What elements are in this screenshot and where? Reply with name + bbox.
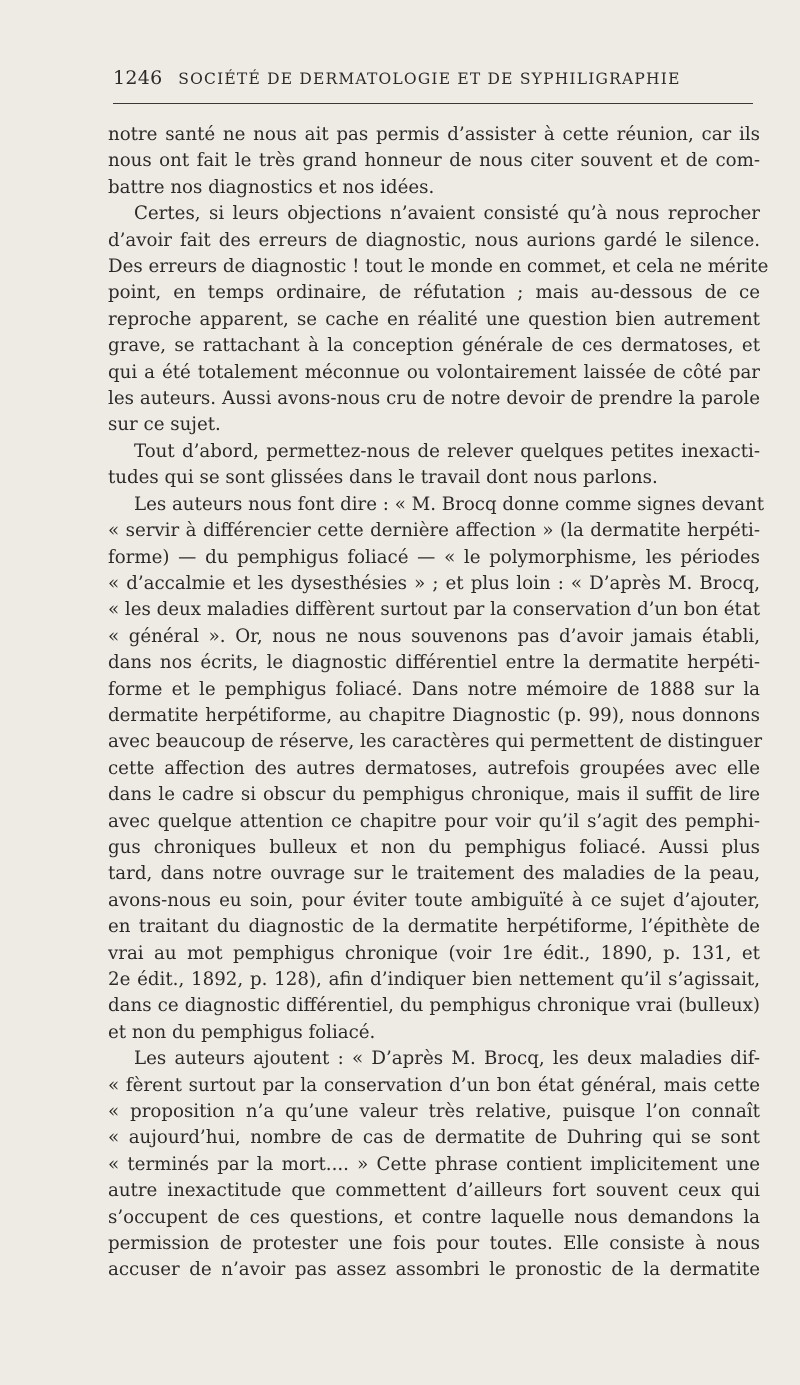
header-rule — [113, 103, 753, 104]
text-line: « d’accalmie et les dysesthésies » ; et plus loin : « D’après M. Brocq, — [108, 572, 760, 594]
text-line: dans le cadre si obscur du pemphigus chronique, mais il suffit de lire — [108, 784, 760, 806]
text-line: sur ce sujet. — [108, 414, 221, 436]
text-line: autre inexactitude que commettent d’ailleurs fort souvent ceux qui — [108, 1180, 760, 1202]
text-line: cette affection des autres dermatoses, autrefois groupées avec elle — [108, 757, 760, 779]
text-line: dans ce diagnostic différentiel, du pemphigus chronique vrai (bulleux) — [108, 995, 760, 1017]
text-line: « servir à différencier cette dernière affection » (la dermatite herpéti- — [108, 520, 760, 542]
text-line: dermatite herpétiforme, au chapitre Diagnostic (p. 99), nous donnons — [108, 704, 760, 726]
text-line: « aujourd’hui, nombre de cas de dermatite de Duhring qui se sont — [108, 1127, 760, 1149]
text-line: permission de protester une fois pour toutes. Elle consiste à nous — [108, 1233, 760, 1255]
text-line: notre santé ne nous ait pas permis d’assister à cette réunion, car ils — [108, 124, 760, 145]
text-line: qui a été totalement méconnue ou volontairement laissée de côté par — [108, 361, 760, 383]
text-line: les auteurs. Aussi avons-nous cru de notre devoir de prendre la parole — [108, 388, 760, 410]
text-line: « proposition n’a qu’une valeur très relative, puisque l’on connaît — [108, 1101, 760, 1123]
text-line: « général ». Or, nous ne nous souvenons pas d’avoir jamais établi, — [108, 625, 760, 647]
body-text — [108, 122, 769, 1284]
text-line: 2e édit., 1892, p. 128), afin d’indiquer bien nettement qu’il s’agissait, — [108, 969, 760, 990]
text-line: point, en temps ordinaire, de réfutation ; mais au-dessous de ce — [108, 282, 760, 304]
text-line: accuser de n’avoir pas assez assombri le pronostic de la dermatite — [108, 1259, 760, 1281]
text-line: battre nos diagnostics et nos idées. — [108, 176, 435, 198]
text-line: dans nos écrits, le diagnostic différentiel entre la dermatite herpéti- — [108, 652, 760, 674]
text-line: Certes, si leurs objections n’avaient consisté qu’à nous reprocher — [134, 203, 760, 225]
text-line: Tout d’abord, permettez-nous de relever quelques petites inexacti- — [134, 440, 760, 462]
text-line: Les auteurs ajoutent : « D’après M. Brocq, les deux maladies dif- — [134, 1048, 760, 1070]
text-line: avons-nous eu soin, pour éviter toute ambiguïté à ce sujet d’ajouter, — [108, 889, 760, 911]
running-header — [113, 67, 753, 89]
text-line: « terminés par la mort.... » Cette phrase contient implicitement une — [108, 1153, 760, 1175]
text-line: grave, se rattachant à la conception générale de ces dermatoses, et — [108, 335, 760, 357]
text-line: tudes qui se sont glissées dans le travail dont nous parlons. — [108, 467, 658, 489]
text-line: d’avoir fait des erreurs de diagnostic, nous aurions gardé le silence. — [108, 229, 760, 251]
text-line: gus chroniques bulleux et non du pemphigus foliacé. Aussi plus — [108, 836, 760, 858]
text-line: forme et le pemphigus foliacé. Dans notre mémoire de 1888 sur la — [108, 678, 760, 700]
text-line: reproche apparent, se cache en réalité une question bien autrement — [108, 308, 760, 330]
text-line: nous ont fait le très grand honneur de nous citer souvent et de com- — [108, 150, 760, 172]
text-line: en traitant du diagnostic de la dermatite herpétiforme, l’épithète de — [108, 916, 760, 938]
text-line: Les auteurs nous font dire : « M. Brocq donne comme signes devant — [134, 493, 765, 515]
text-line: « fèrent surtout par la conservation d’un bon état général, mais cette — [108, 1074, 760, 1096]
text-line: et non du pemphigus foliacé. — [108, 1021, 376, 1043]
text-line: « les deux maladies diffèrent surtout par la conservation d’un bon état — [108, 599, 760, 621]
text-line: forme) — du pemphigus foliacé — « le polymorphisme, les périodes — [108, 546, 760, 568]
text-line: s’occupent de ces questions, et contre laquelle nous demandons la — [108, 1206, 760, 1228]
text-line: vrai au mot pemphigus chronique (voir 1re édit., 1890, p. 131, et — [108, 942, 760, 964]
text-line: avec beaucoup de réserve, les caractères qui permettent de distinguer — [108, 731, 763, 753]
text-line: Des erreurs de diagnostic ! tout le monde en commet, et cela ne mérite — [108, 256, 769, 278]
text-line: avec quelque attention ce chapitre pour voir qu’il s’agit des pemphi- — [108, 810, 760, 832]
running-title: SOCIÉTÉ DE DERMATOLOGIE ET DE SYPHILIGRAPHIE — [178, 70, 681, 88]
page-number: 1246 — [113, 67, 163, 89]
text-line: tard, dans notre ouvrage sur le traitement des maladies de la peau, — [108, 863, 760, 885]
